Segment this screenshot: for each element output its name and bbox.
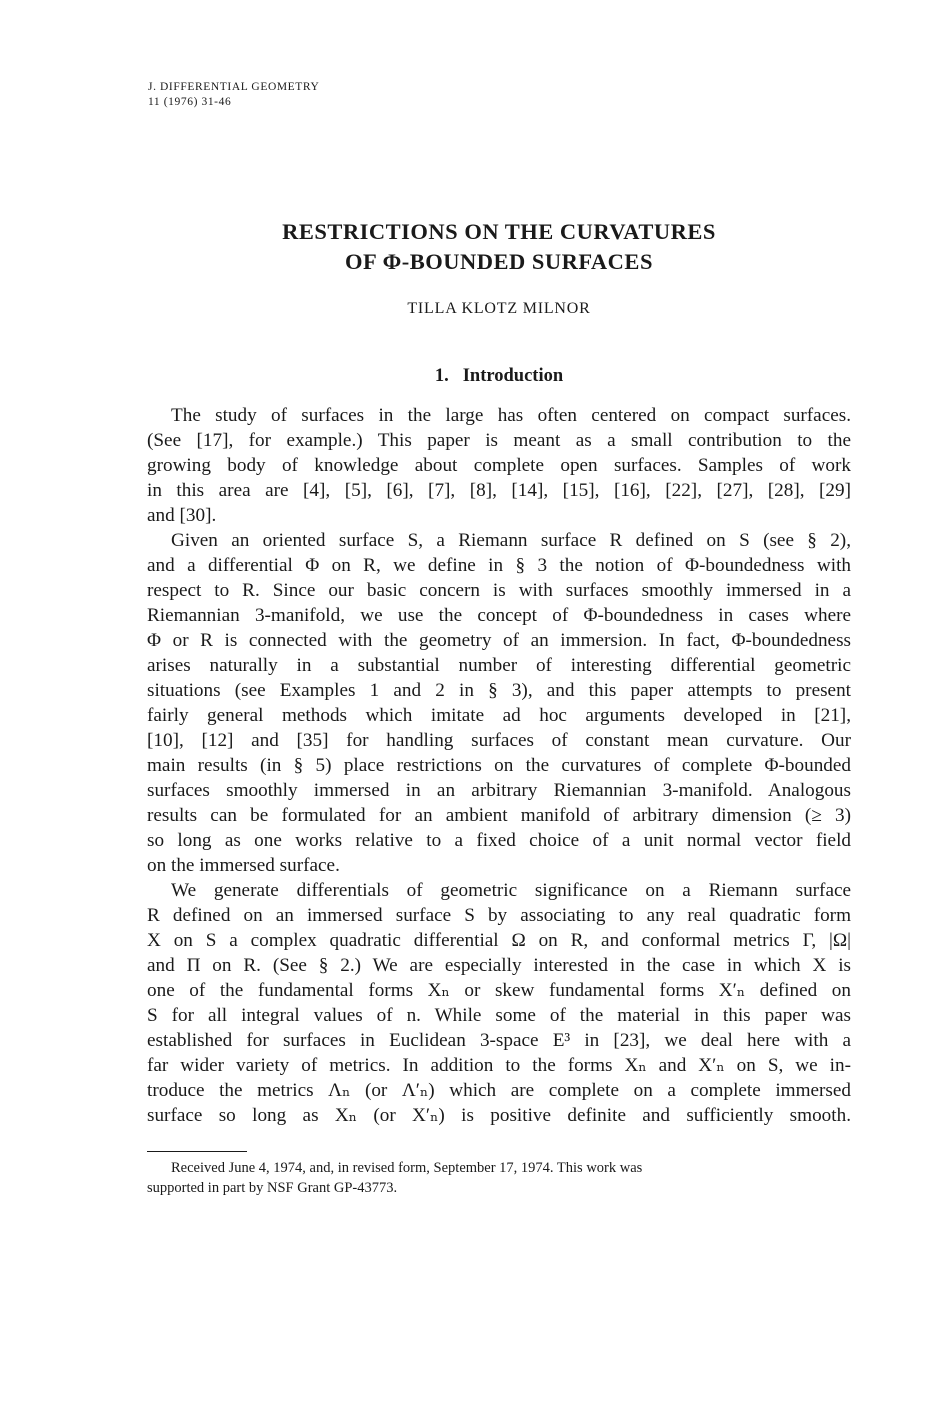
paper-title-line-1: RESTRICTIONS ON THE CURVATURES bbox=[282, 219, 716, 244]
footnote-rule bbox=[147, 1151, 247, 1152]
body-line: and [30]. bbox=[147, 505, 217, 526]
section-number: 1. bbox=[434, 366, 449, 386]
body-line: Given an oriented surface S, a Riemann surface R defined on S (see § 2), bbox=[171, 530, 851, 551]
footnote bbox=[147, 1158, 851, 1198]
body-line: one of the fundamental forms Xₙ or skew fundamental forms X′ₙ defined on bbox=[147, 980, 851, 1001]
body-line: main results (in § 5) place restrictions on the curvatures of complete Φ-bounded bbox=[147, 755, 851, 776]
footnote-line: Received June 4, 1974, and, in revised form, September 17, 1974. This work was bbox=[171, 1160, 643, 1176]
body-line: surfaces smoothly immersed in an arbitrary Riemannian 3-manifold. Analogous bbox=[147, 780, 851, 801]
body-line: so long as one works relative to a fixed choice of a unit normal vector field bbox=[147, 830, 851, 851]
footnote-line: supported in part by NSF Grant GP-43773. bbox=[147, 1180, 398, 1196]
body-line: [10], [12] and [35] for handling surfaces of constant mean curvature. Our bbox=[147, 730, 851, 751]
body-line: S for all integral values of n. While some of the material in this paper was bbox=[147, 1005, 851, 1026]
body-line: established for surfaces in Euclidean 3-space E³ in [23], we deal here with a bbox=[147, 1030, 851, 1051]
body-line: Φ or R is connected with the geometry of an immersion. In fact, Φ-boundedness bbox=[147, 630, 851, 651]
section-heading bbox=[0, 366, 944, 387]
journal-name: J. DIFFERENTIAL GEOMETRY bbox=[148, 81, 320, 93]
body-line: and a differential Φ on R, we define in § 3 the notion of Φ-boundedness with bbox=[147, 555, 851, 576]
body-line: on the immersed surface. bbox=[147, 855, 340, 876]
body-line: in this area are [4], [5], [6], [7], [8], [14], [15], [16], [22], [27], [28], [29] bbox=[147, 480, 851, 501]
section-title: Introduction bbox=[462, 366, 564, 386]
body-line: far wider variety of metrics. In addition to the forms Xₙ and X′ₙ on S, we in- bbox=[147, 1055, 851, 1076]
body-line: The study of surfaces in the large has often centered on compact surfaces. bbox=[171, 405, 851, 426]
body-line: growing body of knowledge about complete open surfaces. Samples of work bbox=[147, 455, 851, 476]
body-line: (See [17], for example.) This paper is meant as a small contribution to the bbox=[147, 430, 851, 451]
body-line: R defined on an immersed surface S by associating to any real quadratic form bbox=[147, 905, 851, 926]
body-line: situations (see Examples 1 and 2 in § 3), and this paper attempts to present bbox=[147, 680, 851, 701]
body-line: surface so long as Xₙ (or X′ₙ) is positive definite and sufficiently smooth. bbox=[147, 1105, 851, 1126]
author-name: TILLA KLOTZ MILNOR bbox=[407, 300, 591, 317]
body-line: respect to R. Since our basic concern is with surfaces smoothly immersed in a bbox=[147, 580, 851, 601]
body-line: troduce the metrics Λₙ (or Λ′ₙ) which are complete on a complete immersed bbox=[147, 1080, 851, 1101]
journal-header bbox=[148, 80, 319, 110]
body-line: X on S a complex quadratic differential Ω on R, and conformal metrics Γ, |Ω| bbox=[147, 930, 851, 951]
body-text bbox=[147, 403, 851, 1128]
body-line: and Π on R. (See § 2.) We are especially interested in the case in which X is bbox=[147, 955, 851, 976]
journal-volume: 11 (1976) 31-46 bbox=[148, 96, 232, 108]
body-line: fairly general methods which imitate ad hoc arguments developed in [21], bbox=[147, 705, 851, 726]
body-line: We generate differentials of geometric significance on a Riemann surface bbox=[171, 880, 851, 901]
body-line: Riemannian 3-manifold, we use the concept of Φ-boundedness in cases where bbox=[147, 605, 851, 626]
paper-title-line-2: OF Φ-BOUNDED SURFACES bbox=[345, 249, 653, 274]
body-line: results can be formulated for an ambient manifold of arbitrary dimension (≥ 3) bbox=[147, 805, 851, 826]
body-line: arises naturally in a substantial number of interesting differential geometric bbox=[147, 655, 851, 676]
